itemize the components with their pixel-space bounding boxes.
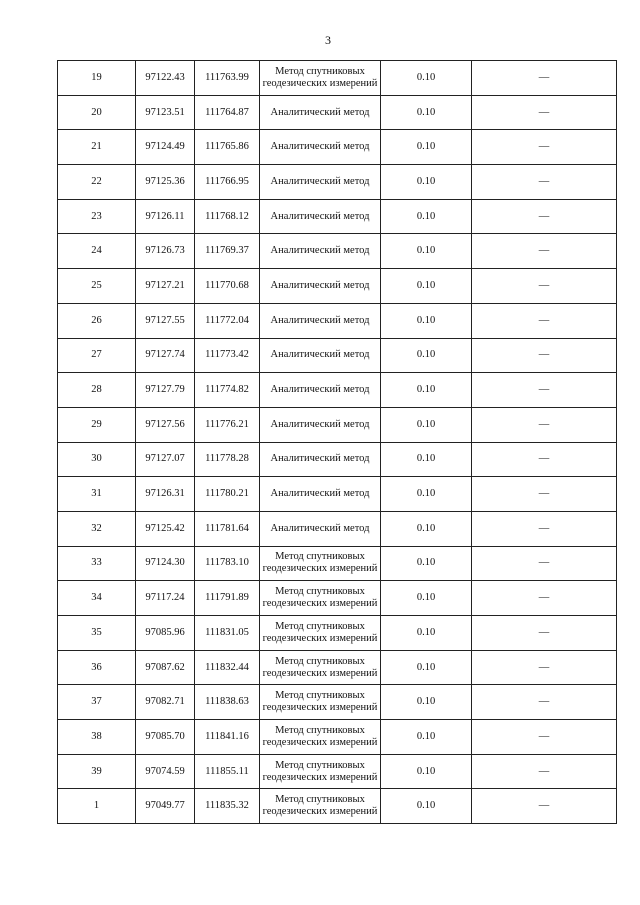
- point-number-cell: 36: [58, 650, 136, 685]
- point-number-cell: 20: [58, 95, 136, 130]
- y-coordinate-cell: 111791.89: [195, 581, 260, 616]
- table-row: [58, 199, 617, 234]
- table-row: [58, 303, 617, 338]
- point-number-cell: 24: [58, 234, 136, 269]
- method-cell: Метод спутниковых геодезических измерений: [260, 685, 381, 720]
- point-number-cell: 30: [58, 442, 136, 477]
- y-coordinate-cell: 111855.11: [195, 754, 260, 789]
- accuracy-cell: 0.10: [381, 165, 472, 200]
- method-cell: Метод спутниковых геодезических измерений: [260, 720, 381, 755]
- accuracy-cell: 0.10: [381, 685, 472, 720]
- y-coordinate-cell: 111832.44: [195, 650, 260, 685]
- x-coordinate-cell: 97122.43: [136, 61, 195, 96]
- point-number-cell: 32: [58, 511, 136, 546]
- point-number-cell: 19: [58, 61, 136, 96]
- method-cell: Метод спутниковых геодезических измерений: [260, 61, 381, 96]
- method-cell: Аналитический метод: [260, 442, 381, 477]
- x-coordinate-cell: 97126.11: [136, 199, 195, 234]
- accuracy-cell: 0.10: [381, 373, 472, 408]
- y-coordinate-cell: 111778.28: [195, 442, 260, 477]
- table-row: [58, 338, 617, 373]
- accuracy-cell: 0.10: [381, 477, 472, 512]
- accuracy-cell: 0.10: [381, 95, 472, 130]
- point-number-cell: 37: [58, 685, 136, 720]
- note-cell: —: [472, 234, 617, 269]
- coordinates-table-body: [58, 61, 617, 824]
- point-number-cell: 1: [58, 789, 136, 824]
- x-coordinate-cell: 97124.49: [136, 130, 195, 165]
- y-coordinate-cell: 111780.21: [195, 477, 260, 512]
- accuracy-cell: 0.10: [381, 338, 472, 373]
- table-row: [58, 165, 617, 200]
- x-coordinate-cell: 97085.96: [136, 616, 195, 651]
- table-row: [58, 442, 617, 477]
- note-cell: —: [472, 303, 617, 338]
- accuracy-cell: 0.10: [381, 61, 472, 96]
- table-row: [58, 720, 617, 755]
- point-number-cell: 39: [58, 754, 136, 789]
- table-row: [58, 650, 617, 685]
- note-cell: —: [472, 650, 617, 685]
- x-coordinate-cell: 97126.73: [136, 234, 195, 269]
- point-number-cell: 26: [58, 303, 136, 338]
- x-coordinate-cell: 97125.42: [136, 511, 195, 546]
- table-row: [58, 234, 617, 269]
- accuracy-cell: 0.10: [381, 650, 472, 685]
- method-cell: Аналитический метод: [260, 407, 381, 442]
- method-cell: Аналитический метод: [260, 199, 381, 234]
- x-coordinate-cell: 97124.30: [136, 546, 195, 581]
- table-row: [58, 61, 617, 96]
- accuracy-cell: 0.10: [381, 789, 472, 824]
- x-coordinate-cell: 97049.77: [136, 789, 195, 824]
- note-cell: —: [472, 511, 617, 546]
- y-coordinate-cell: 111765.86: [195, 130, 260, 165]
- table-row: [58, 477, 617, 512]
- method-cell: Аналитический метод: [260, 338, 381, 373]
- point-number-cell: 23: [58, 199, 136, 234]
- method-cell: Аналитический метод: [260, 165, 381, 200]
- method-cell: Метод спутниковых геодезических измерений: [260, 616, 381, 651]
- note-cell: —: [472, 477, 617, 512]
- x-coordinate-cell: 97126.31: [136, 477, 195, 512]
- y-coordinate-cell: 111783.10: [195, 546, 260, 581]
- table-row: [58, 546, 617, 581]
- note-cell: —: [472, 95, 617, 130]
- point-number-cell: 29: [58, 407, 136, 442]
- table-row: [58, 789, 617, 824]
- x-coordinate-cell: 97117.24: [136, 581, 195, 616]
- note-cell: —: [472, 720, 617, 755]
- accuracy-cell: 0.10: [381, 130, 472, 165]
- accuracy-cell: 0.10: [381, 442, 472, 477]
- note-cell: —: [472, 199, 617, 234]
- x-coordinate-cell: 97127.21: [136, 269, 195, 304]
- y-coordinate-cell: 111773.42: [195, 338, 260, 373]
- note-cell: —: [472, 754, 617, 789]
- method-cell: Метод спутниковых геодезических измерений: [260, 546, 381, 581]
- x-coordinate-cell: 97087.62: [136, 650, 195, 685]
- table-row: [58, 616, 617, 651]
- note-cell: —: [472, 373, 617, 408]
- point-number-cell: 34: [58, 581, 136, 616]
- y-coordinate-cell: 111766.95: [195, 165, 260, 200]
- note-cell: —: [472, 442, 617, 477]
- accuracy-cell: 0.10: [381, 616, 472, 651]
- method-cell: Аналитический метод: [260, 130, 381, 165]
- note-cell: —: [472, 616, 617, 651]
- method-cell: Аналитический метод: [260, 303, 381, 338]
- x-coordinate-cell: 97127.79: [136, 373, 195, 408]
- method-cell: Метод спутниковых геодезических измерений: [260, 650, 381, 685]
- note-cell: —: [472, 581, 617, 616]
- note-cell: —: [472, 338, 617, 373]
- accuracy-cell: 0.10: [381, 407, 472, 442]
- table-row: [58, 130, 617, 165]
- point-number-cell: 28: [58, 373, 136, 408]
- x-coordinate-cell: 97123.51: [136, 95, 195, 130]
- accuracy-cell: 0.10: [381, 269, 472, 304]
- y-coordinate-cell: 111764.87: [195, 95, 260, 130]
- note-cell: —: [472, 269, 617, 304]
- accuracy-cell: 0.10: [381, 511, 472, 546]
- method-cell: Метод спутниковых геодезических измерений: [260, 581, 381, 616]
- accuracy-cell: 0.10: [381, 546, 472, 581]
- point-number-cell: 25: [58, 269, 136, 304]
- y-coordinate-cell: 111776.21: [195, 407, 260, 442]
- note-cell: —: [472, 546, 617, 581]
- point-number-cell: 33: [58, 546, 136, 581]
- y-coordinate-cell: 111831.05: [195, 616, 260, 651]
- point-number-cell: 27: [58, 338, 136, 373]
- method-cell: Аналитический метод: [260, 477, 381, 512]
- y-coordinate-cell: 111835.32: [195, 789, 260, 824]
- note-cell: —: [472, 61, 617, 96]
- method-cell: Аналитический метод: [260, 234, 381, 269]
- y-coordinate-cell: 111841.16: [195, 720, 260, 755]
- accuracy-cell: 0.10: [381, 199, 472, 234]
- x-coordinate-cell: 97085.70: [136, 720, 195, 755]
- y-coordinate-cell: 111770.68: [195, 269, 260, 304]
- method-cell: Аналитический метод: [260, 373, 381, 408]
- accuracy-cell: 0.10: [381, 720, 472, 755]
- y-coordinate-cell: 111763.99: [195, 61, 260, 96]
- y-coordinate-cell: 111781.64: [195, 511, 260, 546]
- note-cell: —: [472, 789, 617, 824]
- accuracy-cell: 0.10: [381, 581, 472, 616]
- x-coordinate-cell: 97125.36: [136, 165, 195, 200]
- point-number-cell: 38: [58, 720, 136, 755]
- x-coordinate-cell: 97127.74: [136, 338, 195, 373]
- table-row: [58, 511, 617, 546]
- point-number-cell: 21: [58, 130, 136, 165]
- table-row: [58, 95, 617, 130]
- note-cell: —: [472, 130, 617, 165]
- method-cell: Аналитический метод: [260, 269, 381, 304]
- note-cell: —: [472, 685, 617, 720]
- page-number: 3: [325, 33, 331, 47]
- accuracy-cell: 0.10: [381, 303, 472, 338]
- method-cell: Аналитический метод: [260, 511, 381, 546]
- note-cell: —: [472, 165, 617, 200]
- accuracy-cell: 0.10: [381, 754, 472, 789]
- x-coordinate-cell: 97127.56: [136, 407, 195, 442]
- accuracy-cell: 0.10: [381, 234, 472, 269]
- y-coordinate-cell: 111772.04: [195, 303, 260, 338]
- y-coordinate-cell: 111774.82: [195, 373, 260, 408]
- y-coordinate-cell: 111768.12: [195, 199, 260, 234]
- table-row: [58, 754, 617, 789]
- x-coordinate-cell: 97127.07: [136, 442, 195, 477]
- point-number-cell: 31: [58, 477, 136, 512]
- table-row: [58, 581, 617, 616]
- table-row: [58, 407, 617, 442]
- method-cell: Метод спутниковых геодезических измерений: [260, 789, 381, 824]
- x-coordinate-cell: 97127.55: [136, 303, 195, 338]
- y-coordinate-cell: 111838.63: [195, 685, 260, 720]
- point-number-cell: 35: [58, 616, 136, 651]
- x-coordinate-cell: 97082.71: [136, 685, 195, 720]
- method-cell: Метод спутниковых геодезических измерений: [260, 754, 381, 789]
- table-row: [58, 373, 617, 408]
- y-coordinate-cell: 111769.37: [195, 234, 260, 269]
- table-row: [58, 269, 617, 304]
- table-row: [58, 685, 617, 720]
- method-cell: Аналитический метод: [260, 95, 381, 130]
- point-number-cell: 22: [58, 165, 136, 200]
- note-cell: —: [472, 407, 617, 442]
- coordinates-table: [57, 60, 617, 824]
- x-coordinate-cell: 97074.59: [136, 754, 195, 789]
